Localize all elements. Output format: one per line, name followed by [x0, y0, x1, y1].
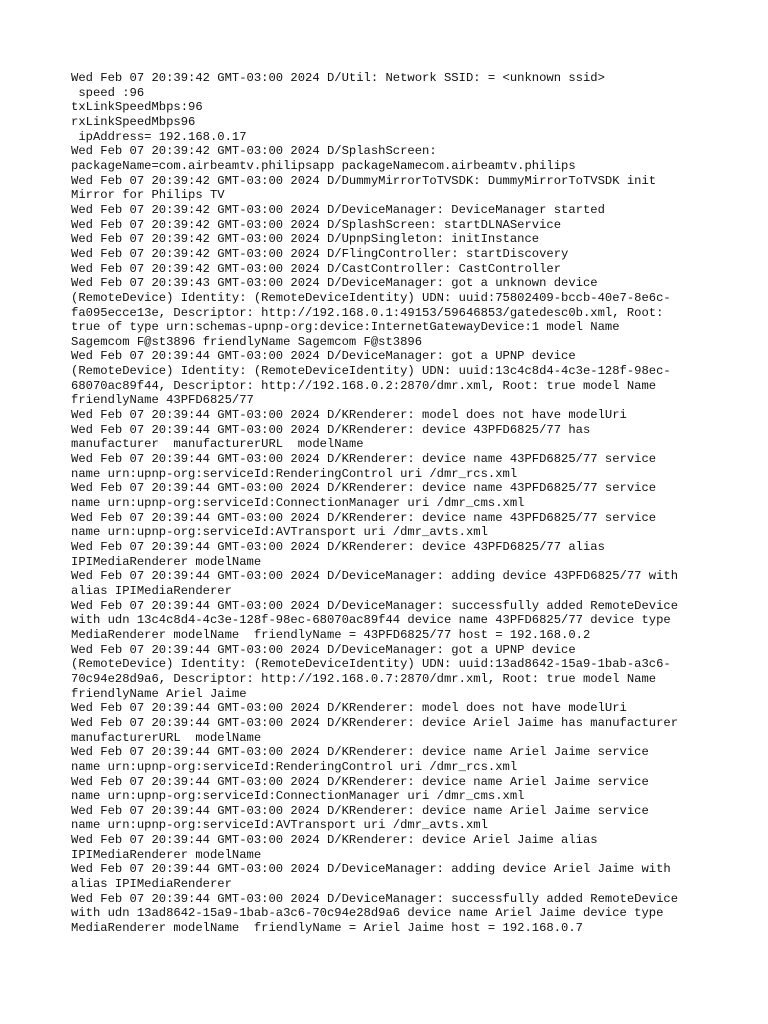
log-line: Wed Feb 07 20:39:44 GMT-03:00 2024 D/KRenderer: device name 43PFD6825/77 service [71, 452, 657, 467]
log-line: Wed Feb 07 20:39:42 GMT-03:00 2024 D/DummyMirrorToTVSDK: DummyMirrorToTVSDK init [71, 173, 657, 188]
log-line: Wed Feb 07 20:39:42 GMT-03:00 2024 D/Util: Network SSID: = <unknown ssid> [71, 71, 605, 85]
log-line: true of type urn:schemas-upnp-org:device:InternetGatewayDevice:1 model Name [71, 320, 620, 335]
log-line: Wed Feb 07 20:39:42 GMT-03:00 2024 D/SplashScreen: [71, 144, 437, 159]
log-line: Wed Feb 07 20:39:44 GMT-03:00 2024 D/KRenderer: model does not have modelUri [71, 408, 627, 423]
log-line: rxLinkSpeedMbps96 [71, 114, 196, 129]
log-line: Wed Feb 07 20:39:44 GMT-03:00 2024 D/KRenderer: device 43PFD6825/77 alias [71, 540, 605, 554]
log-line: name urn:upnp-org:serviceId:ConnectionManager uri /dmr_cms.xml [71, 789, 525, 804]
log-line: Wed Feb 07 20:39:42 GMT-03:00 2024 D/CastController: CastController [71, 261, 562, 276]
log-line: Wed Feb 07 20:39:44 GMT-03:00 2024 D/DeviceManager: got a UPNP device [71, 642, 576, 657]
log-line: IPIMediaRenderer modelName [71, 554, 262, 569]
log-line: name urn:upnp-org:serviceId:AVTransport uri /dmr_avts.xml [71, 818, 488, 833]
log-line: friendlyName 43PFD6825/77 [71, 393, 254, 408]
log-line: Sagemcom F@st3896 friendlyName Sagemcom F@st3896 [71, 334, 423, 349]
log-line: name urn:upnp-org:serviceId:ConnectionManager uri /dmr_cms.xml [71, 496, 525, 511]
log-line: with udn 13c4c8d4-4c3e-128f-98ec-68070ac89f44 device name 43PFD6825/77 device type [71, 613, 671, 628]
log-line: Wed Feb 07 20:39:43 GMT-03:00 2024 D/DeviceManager: got a unknown device [71, 276, 598, 291]
log-line: Wed Feb 07 20:39:44 GMT-03:00 2024 D/DeviceManager: adding device 43PFD6825/77 with [71, 569, 679, 584]
log-line: Wed Feb 07 20:39:44 GMT-03:00 2024 D/DeviceManager: successfully added RemoteDevice [71, 891, 679, 906]
log-line: Wed Feb 07 20:39:42 GMT-03:00 2024 D/SplashScreen: startDLNAService [71, 217, 562, 232]
log-line: manufacturerURL modelName [71, 730, 262, 745]
log-line: fa095ecce13e, Descriptor: http://192.168.0.1:49153/59646853/gatedesc0b.xml, Root: [71, 305, 664, 320]
log-document [71, 71, 711, 936]
log-line: MediaRenderer modelName friendlyName = Ariel Jaime host = 192.168.0.7 [71, 921, 583, 936]
log-line: with udn 13ad8642-15a9-1bab-a3c6-70c94e28d9a6 device name Ariel Jaime device type [71, 906, 664, 921]
log-line: Wed Feb 07 20:39:42 GMT-03:00 2024 D/FlingController: startDiscovery [71, 246, 569, 261]
log-line: Wed Feb 07 20:39:44 GMT-03:00 2024 D/KRenderer: device name 43PFD6825/77 service [71, 510, 657, 525]
log-line: name urn:upnp-org:serviceId:RenderingControl uri /dmr_rcs.xml [71, 759, 518, 774]
log-line: Wed Feb 07 20:39:42 GMT-03:00 2024 D/UpnpSingleton: initInstance [71, 232, 540, 247]
log-line: 70c94e28d9a6, Descriptor: http://192.168.0.7:2870/dmr.xml, Root: true model Name [71, 671, 657, 686]
log-line: Mirror for Philips TV [71, 188, 225, 203]
log-line: Wed Feb 07 20:39:44 GMT-03:00 2024 D/KRenderer: device Ariel Jaime has manufacturer [71, 715, 679, 730]
log-line: name urn:upnp-org:serviceId:AVTransport uri /dmr_avts.xml [71, 525, 488, 540]
log-line: alias IPIMediaRenderer [71, 877, 232, 892]
log-line: alias IPIMediaRenderer [71, 583, 232, 598]
log-line: friendlyName Ariel Jaime [71, 686, 247, 701]
log-line: Wed Feb 07 20:39:44 GMT-03:00 2024 D/KRenderer: device name 43PFD6825/77 service [71, 481, 657, 496]
log-line: txLinkSpeedMbps:96 [71, 100, 203, 115]
log-line: MediaRenderer modelName friendlyName = 43PFD6825/77 host = 192.168.0.2 [71, 627, 591, 642]
log-line: (RemoteDevice) Identity: (RemoteDeviceIdentity) UDN: uuid:75802409-bccb-40e7-8e6c- [71, 290, 671, 305]
log-line: ipAddress= 192.168.0.17 [71, 129, 247, 144]
log-line: manufacturer manufacturerURL modelName [71, 437, 364, 452]
log-line: IPIMediaRenderer modelName [71, 847, 262, 862]
log-line: Wed Feb 07 20:39:42 GMT-03:00 2024 D/DeviceManager: DeviceManager started [71, 202, 605, 217]
log-line: (RemoteDevice) Identity: (RemoteDeviceIdentity) UDN: uuid:13c4c8d4-4c3e-128f-98ec- [71, 364, 671, 379]
log-line: Wed Feb 07 20:39:44 GMT-03:00 2024 D/KRenderer: device name Ariel Jaime service [71, 803, 649, 818]
log-line: speed :96 [71, 85, 145, 100]
log-line: Wed Feb 07 20:39:44 GMT-03:00 2024 D/DeviceManager: successfully added RemoteDevice [71, 598, 679, 613]
log-line: packageName=com.airbeamtv.philipsapp packageNamecom.airbeamtv.philips [71, 158, 576, 173]
log-line: Wed Feb 07 20:39:44 GMT-03:00 2024 D/DeviceManager: adding device Ariel Jaime with [71, 862, 671, 877]
log-line: (RemoteDevice) Identity: (RemoteDeviceIdentity) UDN: uuid:13ad8642-15a9-1bab-a3c6- [71, 657, 671, 672]
log-line: Wed Feb 07 20:39:44 GMT-03:00 2024 D/KRenderer: device name Ariel Jaime service [71, 745, 649, 760]
log-line: Wed Feb 07 20:39:44 GMT-03:00 2024 D/KRenderer: model does not have modelUri [71, 701, 627, 716]
log-line: Wed Feb 07 20:39:44 GMT-03:00 2024 D/KRenderer: device Ariel Jaime alias [71, 833, 598, 848]
log-line: Wed Feb 07 20:39:44 GMT-03:00 2024 D/KRenderer: device 43PFD6825/77 has [71, 422, 591, 437]
log-line: name urn:upnp-org:serviceId:RenderingControl uri /dmr_rcs.xml [71, 466, 518, 481]
log-line: Wed Feb 07 20:39:44 GMT-03:00 2024 D/DeviceManager: got a UPNP device [71, 349, 576, 364]
log-line: 68070ac89f44, Descriptor: http://192.168.0.2:2870/dmr.xml, Root: true model Name [71, 378, 657, 393]
log-line: Wed Feb 07 20:39:44 GMT-03:00 2024 D/KRenderer: device name Ariel Jaime service [71, 774, 649, 789]
